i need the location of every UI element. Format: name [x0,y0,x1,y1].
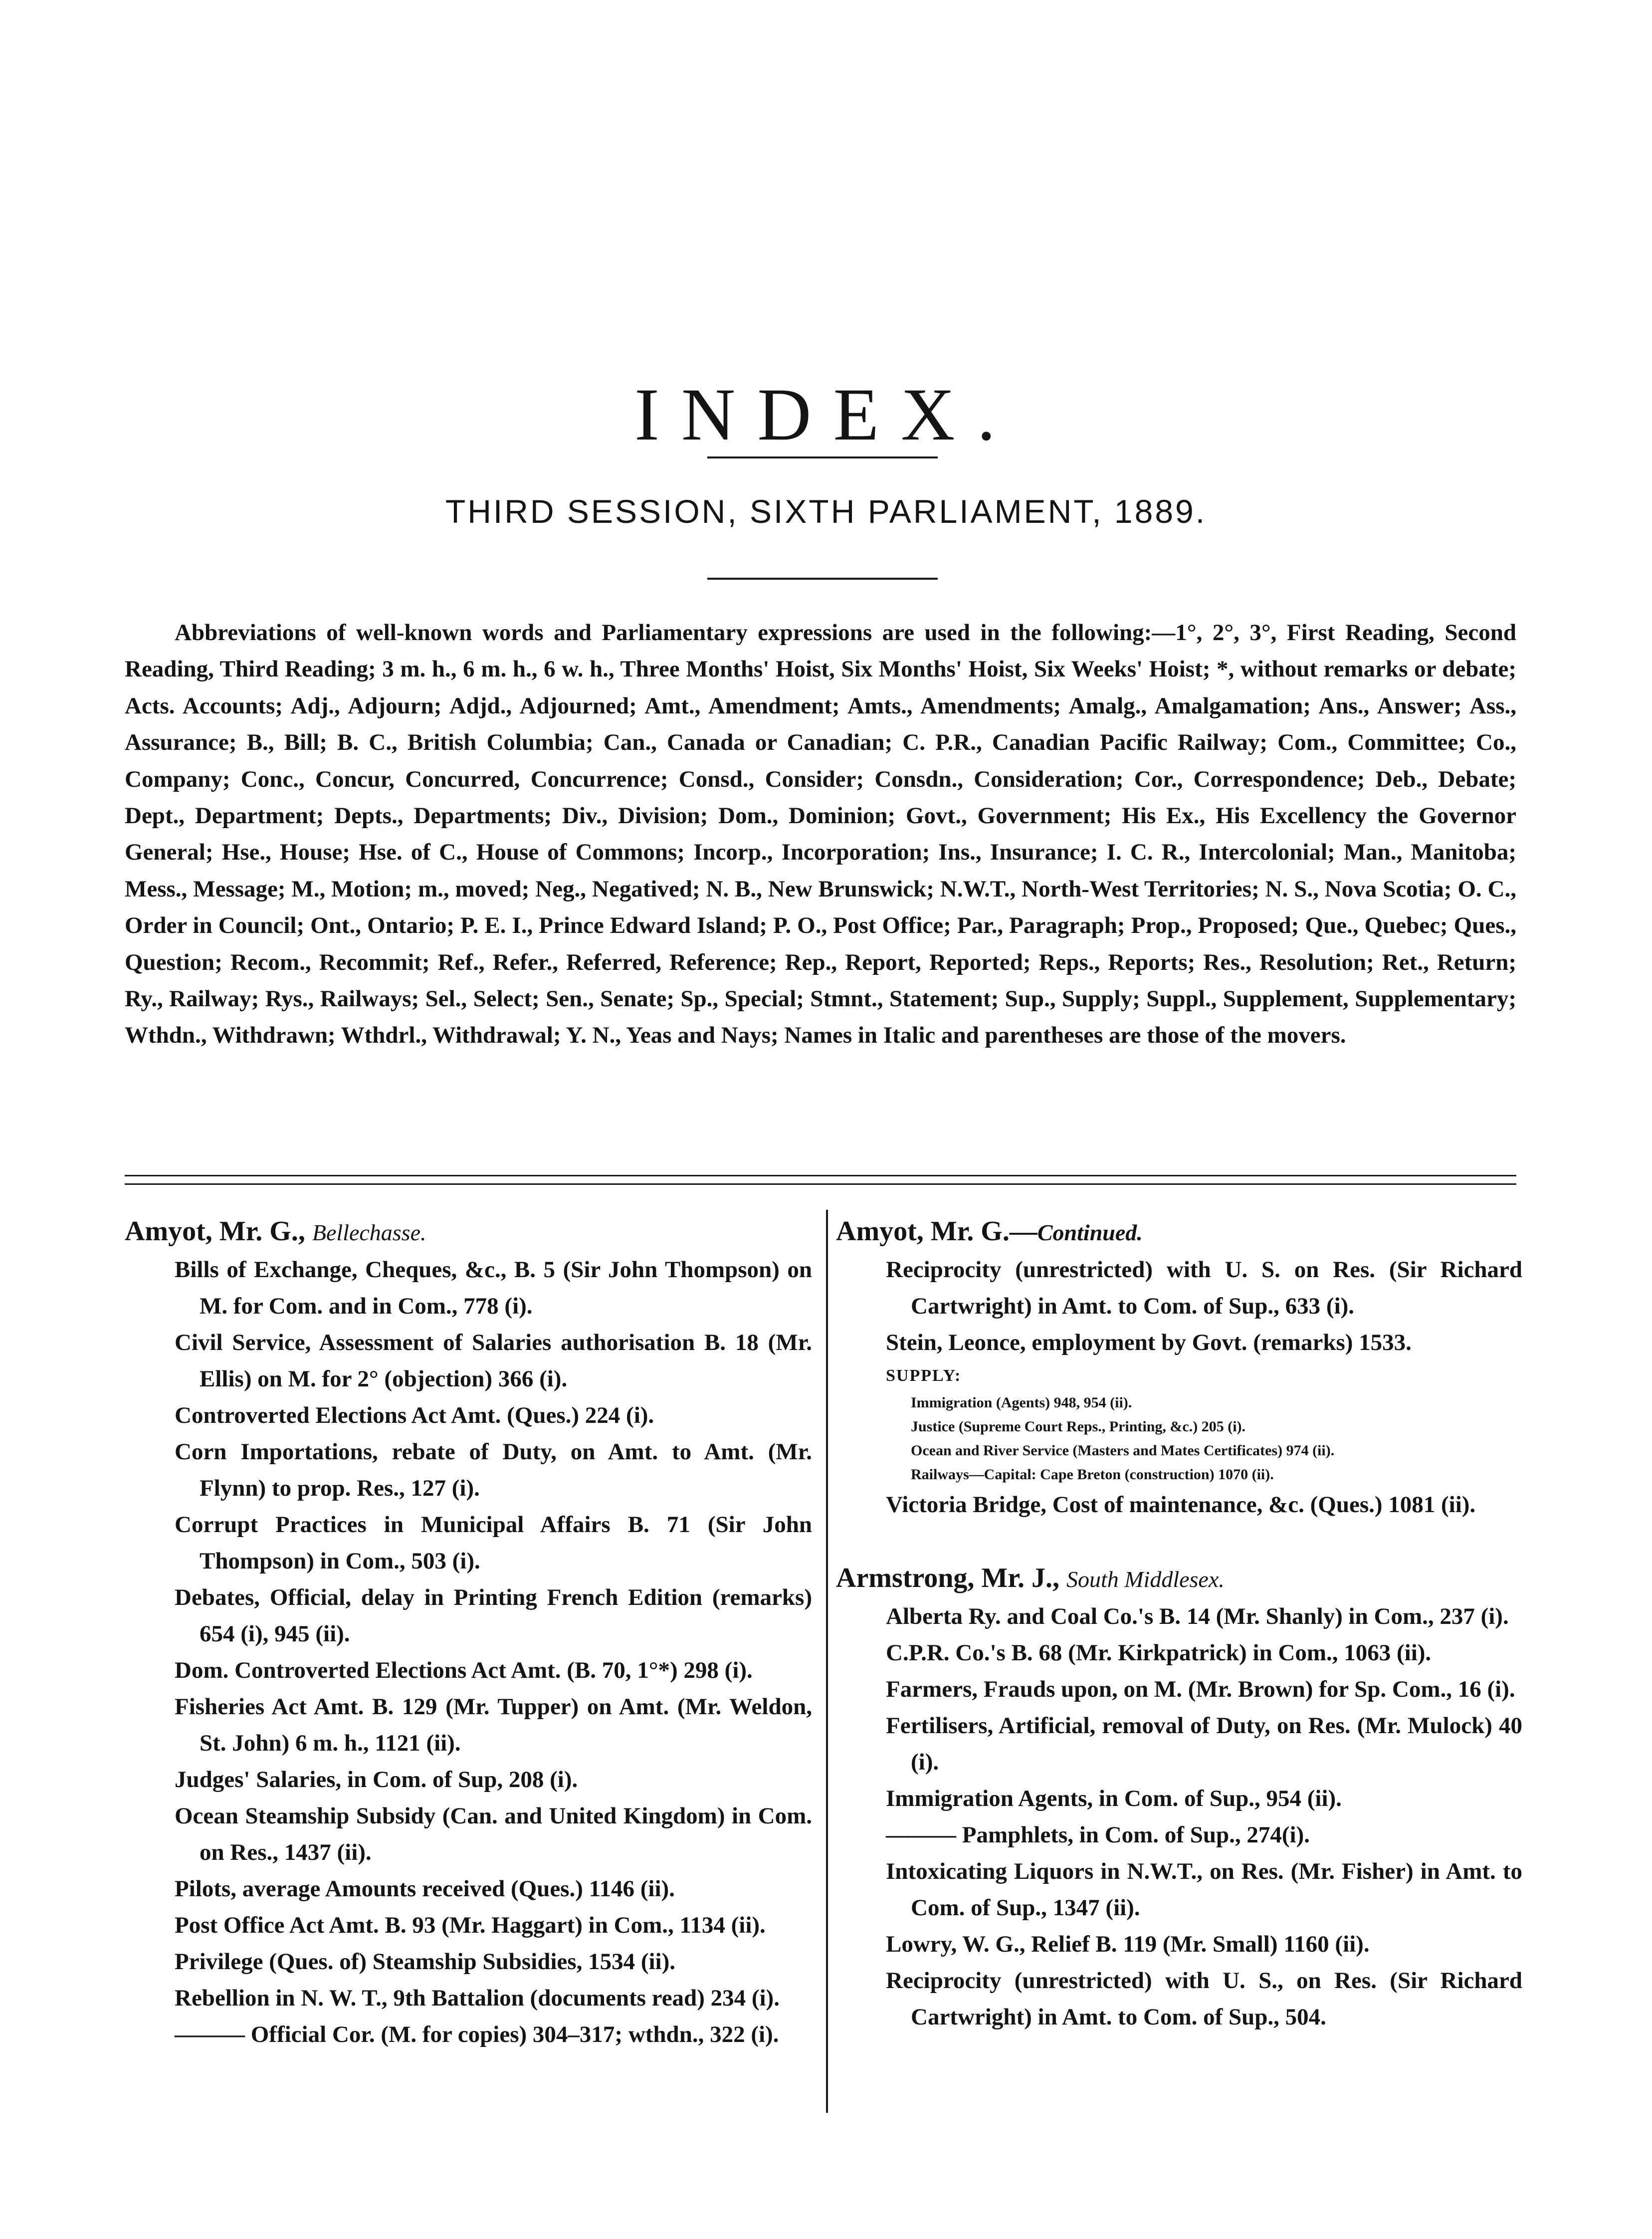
index-item: Controverted Elections Act Amt. (Ques.) 224 (i). [175,1402,654,1428]
supply-label: SUPPLY: [886,1366,962,1385]
index-item: Fertilisers, Artificial, removal of Duty, on Res. (Mr. Mulock) 40 (i). [886,1713,1522,1775]
page-title: INDEX. [634,373,1018,456]
entry-heading [125,1212,812,1252]
index-item: Corrupt Practices in Municipal Affairs B. 71 (Sir John Thompson) in Com., 503 (i). [175,1512,812,1574]
member-name: Amyot, Mr. G., [125,1216,305,1247]
right-column [836,1212,1522,2035]
left-column [125,1212,812,2053]
index-item: Corn Importations, rebate of Duty, on Amt. to Amt. (Mr. Flynn) to prop. Res., 127 (i). [175,1439,812,1501]
entry-gap [836,1523,1522,1559]
index-item: C.P.R. Co.'s B. 68 (Mr. Kirkpatrick) in Com., 1063 (ii). [886,1640,1432,1666]
member-name: Armstrong, Mr. J., [836,1563,1059,1593]
index-item: Judges' Salaries, in Com. of Sup, 208 (i). [175,1767,578,1792]
index-item: Debates, Official, delay in Printing French Edition (remarks) 654 (i), 945 (ii). [175,1584,812,1647]
abbreviations-paragraph: Abbreviations of well-known words and Parliamentary expressions are used in the following:—1°, 2°, 3°, First Reading, Second Reading, Third Reading; 3 m. h., 6 m. h., 6 w. h., Three Months' Hoist, Six Months' Hoist, Six Weeks' Hoist; *, without remarks or debate; Acts. Accounts; Adj., Adjourn; Adjd., Adjourned; Amt., Amendment; Amts., Amendments; Amalg., Amalgamation; Ans., Answer; Ass., Assurance; B., Bill; B. C., British Columbia; Can., Canada or Canadian; C. P.R., Canadian Pacific Railway; Com., Committee; Co., Company; Conc., Concur, Concurred, Concurrence; Consd., Consider; Consdn., Consideration; Cor., Correspondence; Deb., Debate; Dept., Department; Depts., Departments; Div., Division; Dom., Dominion; Govt., Government; His Ex., His Excellency the Governor General; Hse., House; Hse. of C., House of Commons; Incorp., Incorporation; Ins., Insurance; I. C. R., Intercolonial; Man., Manitoba; Mess., Message; M., Motion; m., moved; Neg., Negatived; N. B., New Brunswick; N.W.T., North-West Territories; N. S., Nova Scotia; O. C., Order in Council; Ont., Ontario; P. E. I., Prince Edward Island; P. O., Post Office; Par., Paragraph; Prop., Proposed; Que., Quebec; Ques., Question; Recom., Recommit; Ref., Refer., Referred, Reference; Rep., Report, Reported; Reps., Reports; Res., Resolution; Ret., Return; Ry., Railway; Rys., Railways; Sel., Select; Sen., Senate; Sp., Special; Stmnt., Statement; Sup., Supply; Suppl., Supplement, Supplementary; Wthdn., Withdrawn; Wthdrl., Withdrawal; Y. N., Yeas and Nays; Names in Italic and parentheses are those of the movers. [125,620,1516,1049]
index-item: ——— Pamphlets, in Com. of Sup., 274(i). [886,1822,1310,1848]
supply-item: Justice (Supreme Court Reps., Printing, &c.) 205 (i). [911,1418,1246,1435]
index-item: Privilege (Ques. of) Steamship Subsidies, 1534 (ii). [175,1949,675,1975]
entry-list [836,1252,1522,1361]
entry-list [836,1487,1522,1523]
session-subtitle: THIRD SESSION, SIXTH PARLIAMENT, 1889. [445,493,1207,530]
entry-list [125,1252,812,2053]
supply-item: Immigration (Agents) 948, 954 (ii). [911,1394,1132,1411]
continued-label: Continued. [1037,1220,1143,1245]
index-item: Reciprocity (unrestricted) with U. S., on Res. (Sir Richard Cartwright) in Amt. to Com. of Sup., 504. [886,1968,1522,2030]
index-item: Civil Service, Assessment of Salaries authorisation B. 18 (Mr. Ellis) on M. for 2° (objection) 366 (i). [175,1330,812,1392]
index-item: Intoxicating Liquors in N.W.T., on Res. (Mr. Fisher) in Amt. to Com. of Sup., 1347 (ii). [886,1858,1522,1921]
index-item: Alberta Ry. and Coal Co.'s B. 14 (Mr. Shanly) in Com., 237 (i). [886,1603,1509,1629]
index-item: Lowry, W. G., Relief B. 119 (Mr. Small) 1160 (ii). [886,1931,1370,1957]
index-item: Pilots, average Amounts received (Ques.) 1146 (ii). [175,1876,675,1902]
index-item: Fisheries Act Amt. B. 129 (Mr. Tupper) on Amt. (Mr. Weldon, St. John) 6 m. h., 1121 (ii). [175,1694,812,1756]
index-item: Rebellion in N. W. T., 9th Battalion (documents read) 234 (i). [175,1985,780,2011]
entry-heading [836,1559,1522,1598]
title-rule [707,456,938,458]
index-item: Post Office Act Amt. B. 93 (Mr. Haggart) in Com., 1134 (ii). [175,1912,766,1938]
double-divider [125,1175,1516,1185]
column-divider [826,1210,828,2113]
index-item: Dom. Controverted Elections Act Amt. (B. 70, 1°*) 298 (i). [175,1657,753,1683]
constituency: South Middlesex. [1066,1567,1225,1592]
index-item: Farmers, Frauds upon, on M. (Mr. Brown) for Sp. Com., 16 (i). [886,1676,1515,1702]
constituency: Bellechasse. [312,1220,426,1245]
supply-item: Railways—Capital: Cape Breton (construction) 1070 (ii). [911,1466,1274,1483]
entry-list [836,1598,1522,2035]
supply-item: Ocean and River Service (Masters and Mates Certificates) 974 (ii). [911,1442,1335,1459]
index-item: Immigration Agents, in Com. of Sup., 954 (ii). [886,1786,1342,1811]
subtitle-rule [707,578,938,580]
index-item: Ocean Steamship Subsidy (Can. and United Kingdom) in Com. on Res., 1437 (ii). [175,1803,812,1865]
index-item: Reciprocity (unrestricted) with U. S. on Res. (Sir Richard Cartwright) in Amt. to Com. of Sup., 633 (i). [886,1257,1522,1319]
index-item: Stein, Leonce, employment by Govt. (remarks) 1533. [886,1330,1412,1355]
entry-heading [836,1212,1522,1252]
index-item: ——— Official Cor. (M. for copies) 304–317; wthdn., 322 (i). [175,2021,779,2047]
member-name: Amyot, Mr. G.— [836,1216,1037,1247]
index-item: Bills of Exchange, Cheques, &c., B. 5 (Sir John Thompson) on M. for Com. and in Com., 778 (i). [175,1257,812,1319]
index-item: Victoria Bridge, Cost of maintenance, &c. (Ques.) 1081 (ii). [886,1492,1476,1518]
